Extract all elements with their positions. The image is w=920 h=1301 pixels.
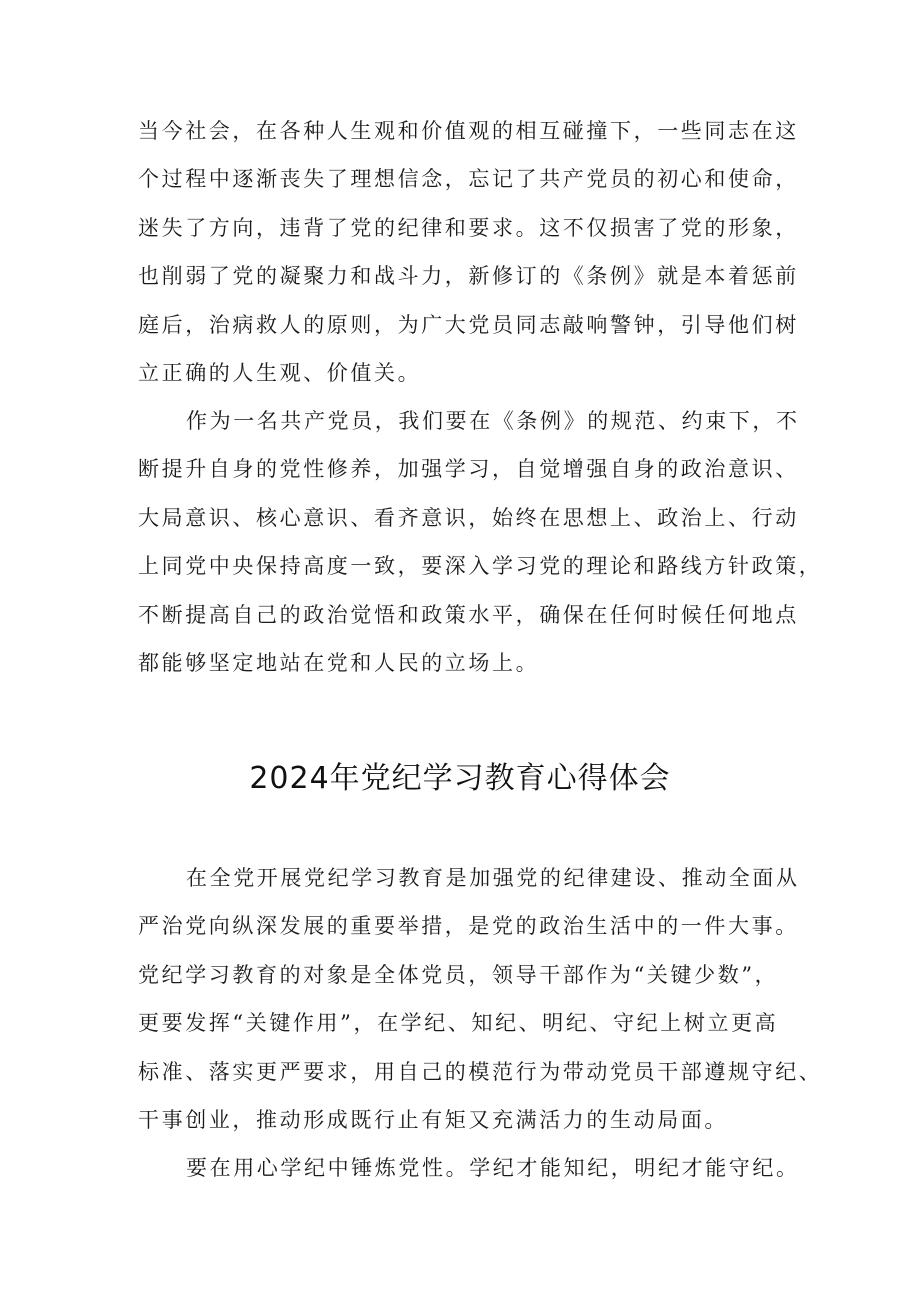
text-line: 干事创业，推动形成既行止有矩又充满活力的生动局面。 bbox=[138, 1107, 728, 1132]
section2-paragraph-2 bbox=[138, 1144, 802, 1192]
text-line: 党纪学习教育的对象是全体党员，领导干部作为“关键少数”， bbox=[138, 962, 779, 987]
section1-paragraph-2 bbox=[138, 397, 823, 687]
text-line: 在全党开展党纪学习教育是加强党的纪律建设、推动全面从 bbox=[186, 866, 800, 890]
section1-paragraph-1 bbox=[138, 107, 802, 397]
text-line: 也削弱了党的凝聚力和战斗力，新修订的《条例》就是本着惩前 bbox=[138, 264, 799, 289]
text-line: 都能够坚定地站在党和人民的立场上。 bbox=[138, 650, 540, 675]
section2-paragraph-1 bbox=[138, 854, 823, 1144]
text-line: 上同党中央保持高度一致，要深入学习党的理论和路线方针政策， bbox=[138, 554, 823, 579]
text-line: 个过程中逐渐丧失了理想信念，忘记了共产党员的初心和使命， bbox=[138, 167, 799, 192]
text-line: 标准、落实更严要求，用自己的模范行为带动党员干部遵规守纪、 bbox=[138, 1059, 823, 1084]
text-line: 立正确的人生观、价值关。 bbox=[138, 360, 422, 385]
text-line: 更要发挥“关键作用”，在学纪、知纪、明纪、守纪上树立更高 bbox=[138, 1011, 779, 1036]
text-line: 大局意识、核心意识、看齐意识，始终在思想上、政治上、行动 bbox=[138, 505, 799, 530]
text-line: 当今社会，在各种人生观和价值观的相互碰撞下，一些同志在这 bbox=[138, 119, 799, 143]
text-line: 庭后，治病救人的原则，为广大党员同志敲响警钟，引导他们树 bbox=[138, 312, 799, 337]
text-line: 断提升自身的党性修养，加强学习，自觉增强自身的政治意识、 bbox=[138, 457, 799, 482]
text-line: 严治党向纵深发展的重要举措，是党的政治生活中的一件大事。 bbox=[138, 914, 799, 939]
text-line: 迷失了方向，违背了党的纪律和要求。这不仅损害了党的形象， bbox=[138, 215, 799, 240]
text-line: 要在用心学纪中锤炼党性。学纪才能知纪，明纪才能守纪。 bbox=[186, 1156, 800, 1180]
text-line: 作为一名共产党员，我们要在《条例》的规范、约束下，不 bbox=[186, 409, 800, 433]
page-title: 2024年党纪学习教育心得体会 bbox=[249, 761, 671, 796]
text-line: 不断提高自己的政治觉悟和政策水平，确保在任何时候任何地点 bbox=[138, 602, 799, 627]
